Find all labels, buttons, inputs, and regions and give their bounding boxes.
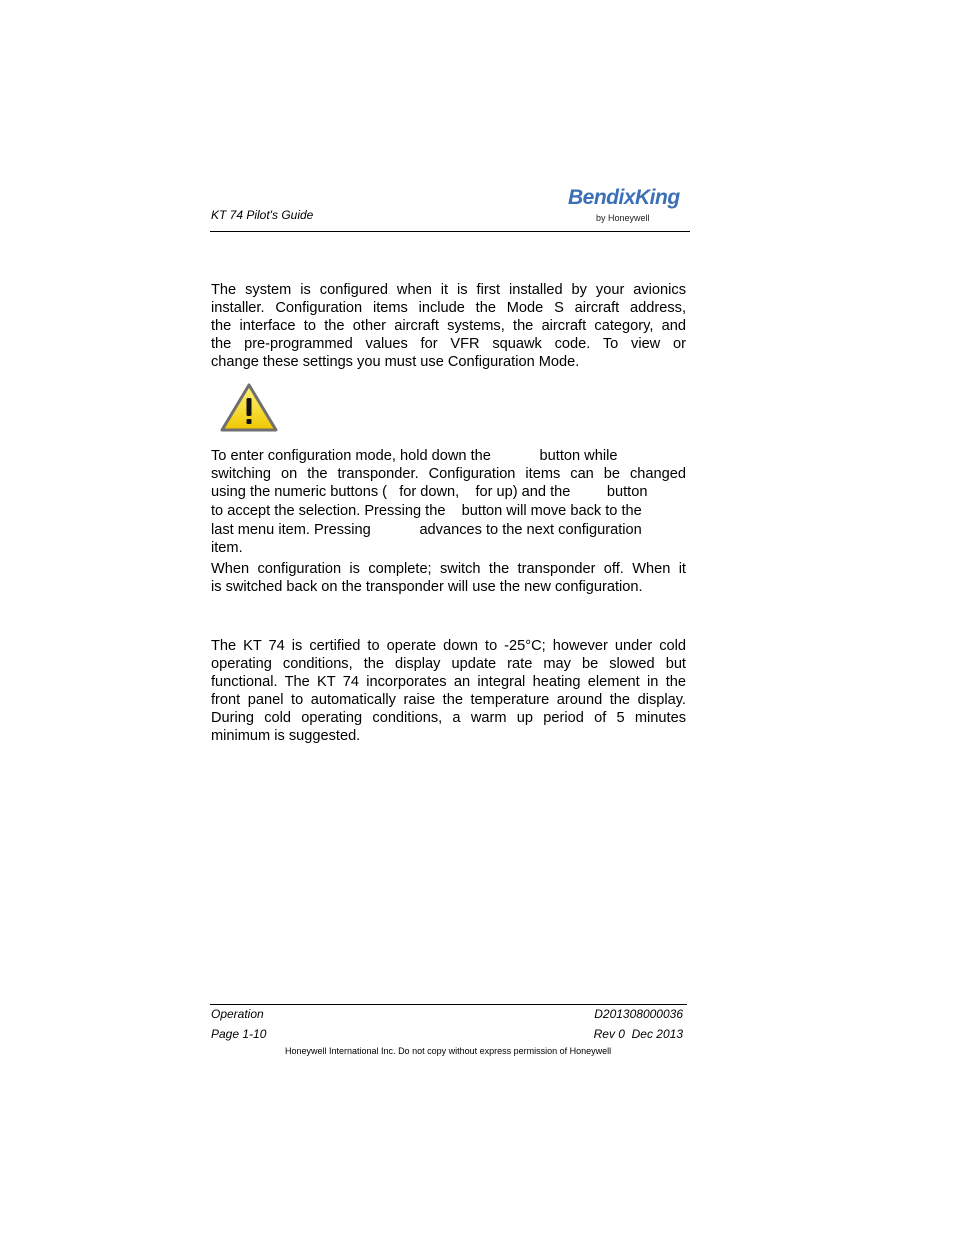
logo-subtitle: by Honeywell bbox=[596, 213, 650, 223]
text-line: To enter configuration mode, hold down the button while bbox=[211, 448, 618, 464]
text-line: using the numeric buttons ( for down, for up) and the button bbox=[211, 484, 648, 500]
configuration-paragraph bbox=[211, 281, 686, 371]
text-line: minimum is suggested. bbox=[211, 728, 361, 744]
text-line: During cold operating conditions, a warm up period of 5 minutes bbox=[211, 710, 686, 726]
footer-page-number: Page 1-10 bbox=[211, 1027, 267, 1041]
text-line: functional. The KT 74 incorporates an integral heating element in the bbox=[211, 674, 686, 690]
text-line: switching on the transponder. Configuration items can be changed bbox=[211, 466, 686, 482]
header-rule bbox=[210, 231, 690, 232]
text-line: operating conditions, the display update rate may be slowed but bbox=[211, 656, 686, 672]
text-line: installer. Configuration items include the Mode S aircraft address, bbox=[211, 300, 686, 316]
cold-operation-paragraph bbox=[211, 637, 686, 745]
text-line: the interface to the other aircraft systems, the aircraft category, and bbox=[211, 318, 686, 334]
footer-section: Operation bbox=[211, 1007, 264, 1021]
text-line: change these settings you must use Configuration Mode. bbox=[211, 354, 580, 370]
footer-rule bbox=[210, 1004, 687, 1005]
text-line: The KT 74 is certified to operate down to -25°C; however under cold bbox=[211, 638, 686, 654]
completion-paragraph bbox=[211, 560, 686, 596]
footer-copyright: Honeywell International Inc. Do not copy without express permission of Honeywell bbox=[285, 1046, 612, 1056]
bendixking-logo bbox=[568, 186, 684, 228]
text-line: last menu item. Pressing advances to the next configuration bbox=[211, 522, 642, 538]
warning-triangle-icon bbox=[220, 383, 278, 433]
footer-revision: Rev 0 Dec 2013 bbox=[593, 1027, 683, 1041]
text-line: to accept the selection. Pressing the button will move back to the bbox=[211, 503, 642, 519]
text-line: When configuration is complete; switch the transponder off. When it bbox=[211, 561, 686, 577]
text-line: is switched back on the transponder will use the new configuration. bbox=[211, 579, 643, 595]
document-title: KT 74 Pilot's Guide bbox=[211, 208, 314, 222]
logo-wordmark: BendixKing bbox=[568, 186, 680, 209]
text-line: The system is configured when it is first installed by your avionics bbox=[211, 282, 686, 298]
footer-doc-number: D201308000036 bbox=[594, 1007, 683, 1021]
configuration-mode-paragraph bbox=[211, 447, 686, 557]
text-line: item. bbox=[211, 540, 243, 556]
text-line: front panel to automatically raise the temperature around the display. bbox=[211, 692, 686, 708]
text-line: the pre-programmed values for VFR squawk code. To view or bbox=[211, 336, 686, 352]
